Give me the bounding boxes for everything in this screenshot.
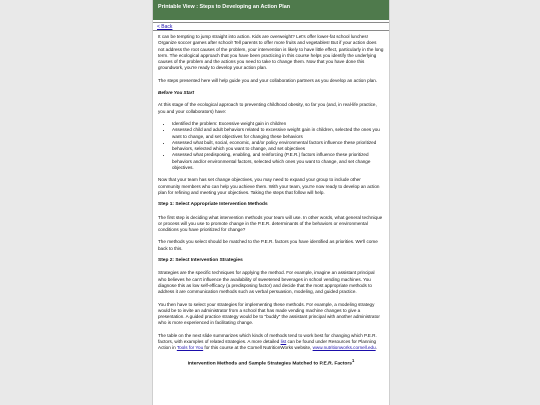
- before-heading: Before You Start: [158, 90, 194, 96]
- nutritionworks-link[interactable]: www.nutritionworks.cornell.edu: [312, 345, 376, 351]
- table-heading: Intervention Methods and Sample Strategies Matched to P.E.R. Factors$^1$: [187, 357, 355, 367]
- list-link[interactable]: list: [280, 338, 287, 344]
- list-item: • Assessed child and adult behaviors related to excessive weight gain in children, selected the ones you want to change, and set objectives for changing these behaviors: [172, 127, 384, 140]
- before-list: [158, 121, 384, 171]
- intro-paragraph-2: The steps presented here will help guide you and your collaboration partners as you develop an action plan.: [158, 77, 378, 83]
- before-paragraph-2: Now that your team has set change objectives, you may need to expand your group to include other community members who can help you achieve them. With your team, you're now ready to develop an action plan for refining and meeting your objectives. Taking the steps that follow will help.: [158, 177, 380, 195]
- step1-paragraph-2: The methods you select should be matched to the P.E.R. factors you have identified as priorities. We'll come back to this.: [158, 239, 378, 251]
- step2-heading: Step 2: Select Intervention Strategies: [158, 258, 243, 264]
- list-item: • Assessed what predisposing, enabling, and reinforcing (P.E.R.) factors influence these prioritized behaviors and/or environmental factors, selected which ones you want to change, and set change objectives.: [172, 152, 384, 171]
- back-link[interactable]: < Back: [157, 24, 173, 30]
- step2-paragraph-2: You then have to select your strategies for implementing these methods. For example, a modeling strategy would be to invite an administrator from a school that has made vending machine changes to give a presentation. A guided practice strategy would be to "buddy" the assistant principal with another administrator who is more experienced in facilitating change.: [158, 301, 380, 326]
- article-content: [153, 31, 389, 368]
- step1-heading: Step 1: Select Appropriate Intervention Methods: [158, 202, 268, 208]
- tools-for-you-link[interactable]: Tools for You: [176, 345, 204, 351]
- list-item: • Assessed what built, social, economic, and/or policy environmental factors influence these prioritized behaviors, selected which you want to change, and set objectives: [172, 140, 384, 153]
- back-bar: [153, 22, 389, 31]
- list-item: • Identified the problem: Excessive weight gain in children: [172, 121, 384, 127]
- intro-paragraph-1: It can be tempting to jump straight into action. Kids are overweight? Let's offer lower-fat school lunches! Organize soccer games after school! Tell parents to offer more fruits and vegetables! But if your action does not address the root causes of the problem, your intervention is likely to have little effect, particularly in the long term. The ecological approach that you have been practicing in this course helps you identify the underlying causes of the problem and the actions you need to take to change them. Now that you have done this groundwork, you're ready to develop your action plan.: [158, 34, 384, 71]
- printable-page: [152, 0, 390, 405]
- step2-paragraph-3: The table on the next slide summarizes which kinds of methods tend to work best for changing which P.E.R. factors, with examples of related strategies. A more detailed list can be found under Resources for Planning Action in Tools for You for this course at the Cornell NutritionWorks website, www.nutritionworks.cornell.edu.: [158, 332, 377, 351]
- before-paragraph: At this stage of the ecological approach to preventing childhood obesity, so far you (and, in real-life practice, you and your collaborators) have:: [158, 102, 377, 114]
- step1-paragraph-1: The first step is deciding what intervention methods your team will use. In other words, what general technique or process will you use to promote change in the P.E.R. determinants of the behaviors or environmental conditions you have prioritized for change?: [158, 214, 383, 233]
- page-title: Printable View : Steps to Developing an Action Plan: [153, 0, 389, 20]
- step2-paragraph-1: Strategies are the specific techniques for applying the method. For example, imagine an assistant principal who believes he can't influence the availability of sweetened beverages in school vending machines. You diagnose this as low self-efficacy (a predisposing factor) and decide that the most appropriate methods to address it are communication methods such as verbal persuasion, modeling, and guided practice.: [158, 270, 375, 295]
